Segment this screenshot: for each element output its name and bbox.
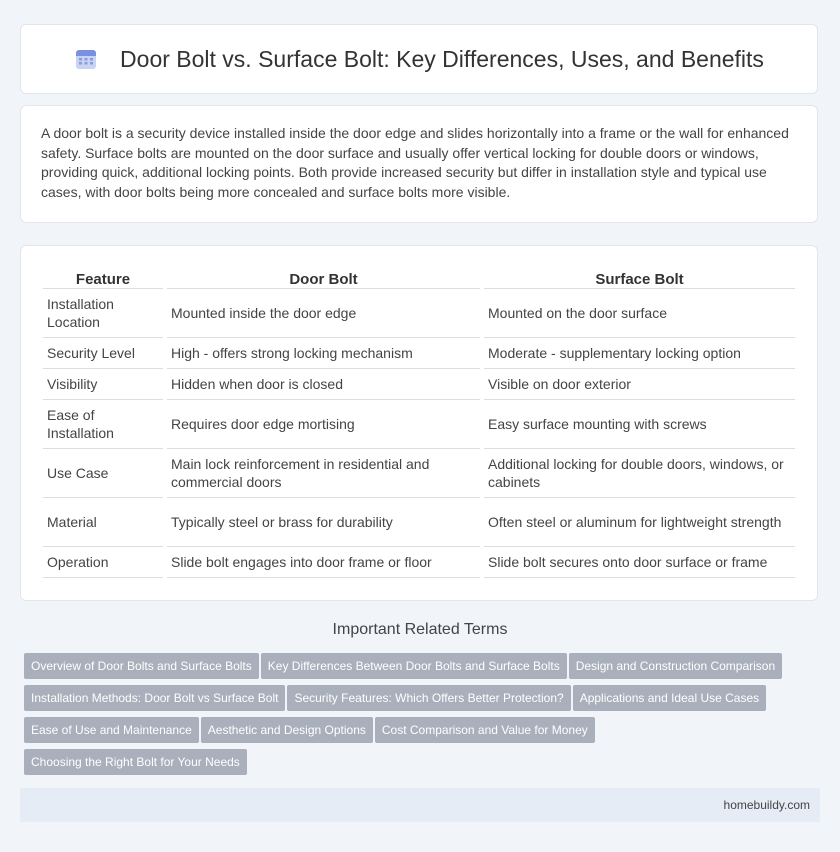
table-row: [43, 498, 795, 547]
feature-cell: Visibility: [43, 369, 163, 400]
intro-card: [20, 105, 818, 223]
feature-cell: Ease of Installation: [43, 400, 163, 449]
surface-bolt-cell: Often steel or aluminum for lightweight strength: [484, 498, 795, 547]
footer-site[interactable]: homebuildy.com: [723, 798, 810, 812]
table-row: [43, 369, 795, 400]
related-tag[interactable]: Design and Construction Comparison: [569, 653, 782, 679]
related-terms-title: Important Related Terms: [332, 621, 508, 638]
table-row: [43, 400, 795, 449]
related-tags: [24, 653, 814, 781]
page-title: Door Bolt vs. Surface Bolt: Key Differences, Uses, and Benefits: [120, 45, 764, 72]
door-bolt-cell: Main lock reinforcement in residential and commercial doors: [167, 449, 480, 498]
header-surface-bolt: Surface Bolt: [484, 264, 795, 289]
header-feature: Feature: [43, 264, 163, 289]
related-tag[interactable]: Choosing the Right Bolt for Your Needs: [24, 749, 247, 775]
related-tag[interactable]: Key Differences Between Door Bolts and Surface Bolts: [261, 653, 567, 679]
page-title-wrap: [74, 46, 764, 73]
surface-bolt-cell: Mounted on the door surface: [484, 289, 795, 338]
door-bolt-cell: Typically steel or brass for durability: [167, 498, 480, 547]
feature-cell: Material: [43, 498, 163, 547]
surface-bolt-cell: Visible on door exterior: [484, 369, 795, 400]
comparison-card: [20, 245, 818, 601]
table-row: [43, 338, 795, 369]
surface-bolt-cell: Slide bolt secures onto door surface or frame: [484, 547, 795, 578]
related-tag[interactable]: Applications and Ideal Use Cases: [573, 685, 766, 711]
door-bolt-cell: Slide bolt engages into door frame or floor: [167, 547, 480, 578]
intro-text: A door bolt is a security device installed inside the door edge and slides horizontally into a frame or the wall for enhanced safety. Surface bolts are mounted on the door surface and usually offer vertical locking for double doors or windows, providing quick, additional locking points. Both provide increased security but differ in installation style and typical use cases, with door bolts being more concealed and surface bolts more visible.: [41, 125, 789, 200]
table-row: [43, 289, 795, 338]
feature-cell: Operation: [43, 547, 163, 578]
related-tag[interactable]: Overview of Door Bolts and Surface Bolts: [24, 653, 259, 679]
door-bolt-cell: High - offers strong locking mechanism: [167, 338, 480, 369]
surface-bolt-cell: Easy surface mounting with screws: [484, 400, 795, 449]
table-row: [43, 449, 795, 498]
feature-cell: Installation Location: [43, 289, 163, 338]
comparison-table: [39, 264, 799, 578]
feature-cell: Use Case: [43, 449, 163, 498]
related-tag[interactable]: Security Features: Which Offers Better Protection?: [287, 685, 570, 711]
door-bolt-cell: Mounted inside the door edge: [167, 289, 480, 338]
footer: [20, 788, 820, 822]
header-door-bolt: Door Bolt: [167, 264, 480, 289]
surface-bolt-cell: Additional locking for double doors, windows, or cabinets: [484, 449, 795, 498]
door-bolt-cell: Hidden when door is closed: [167, 369, 480, 400]
door-bolt-cell: Requires door edge mortising: [167, 400, 480, 449]
related-tag[interactable]: Cost Comparison and Value for Money: [375, 717, 595, 743]
page-header: [20, 24, 818, 94]
feature-cell: Security Level: [43, 338, 163, 369]
surface-bolt-cell: Moderate - supplementary locking option: [484, 338, 795, 369]
table-header-row: [43, 264, 795, 289]
related-tag[interactable]: Aesthetic and Design Options: [201, 717, 373, 743]
table-row: [43, 547, 795, 578]
calendar-icon: [74, 47, 98, 71]
related-tag[interactable]: Installation Methods: Door Bolt vs Surface Bolt: [24, 685, 285, 711]
related-tag[interactable]: Ease of Use and Maintenance: [24, 717, 199, 743]
